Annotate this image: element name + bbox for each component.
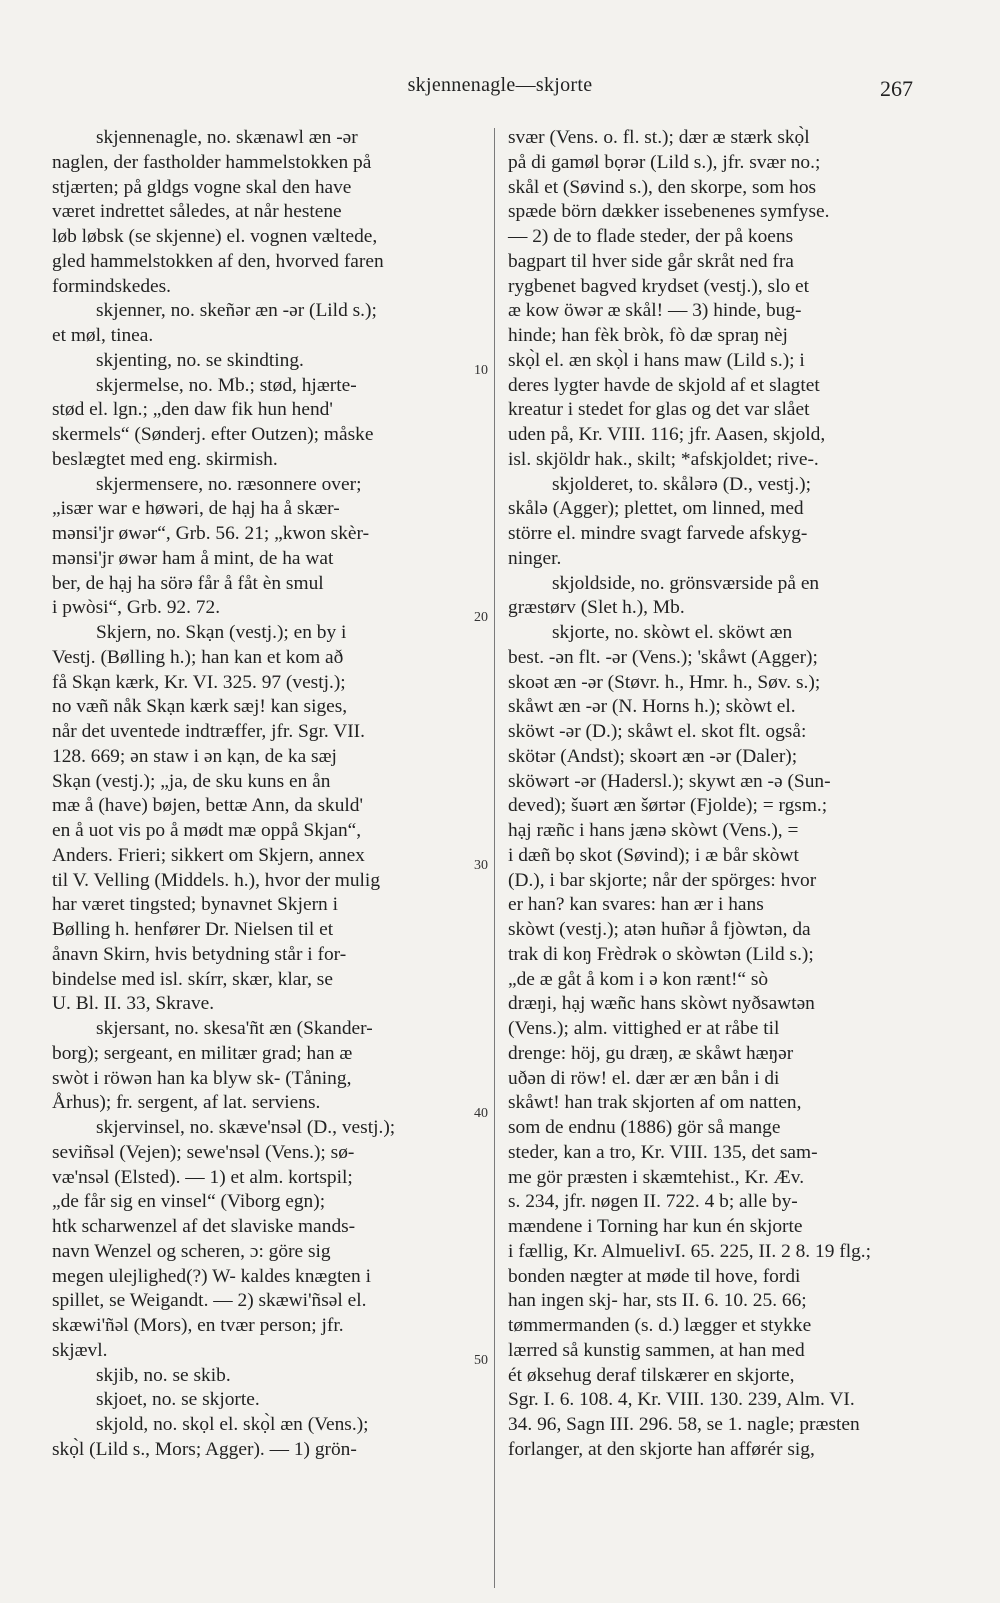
text-line: beslægtet med eng. skirmish. <box>52 448 278 470</box>
text-line: gled hammelstokken af den, hvorved faren <box>52 250 384 272</box>
text-line: isl. skjöldr hak., skilt; *afskjoldet; rive-. <box>508 448 819 470</box>
text-line: Bølling h. henfører Dr. Nielsen til et <box>52 919 334 940</box>
text-line: i dæñ bọ skot (Søvind); i æ bår skòwt <box>508 844 799 866</box>
text-line: lærred så kunstig sammen, at han med <box>508 1339 805 1361</box>
text-line: når det uventede indtræffer, jfr. Sgr. VII. <box>52 721 365 742</box>
text-line: svær (Vens. o. fl. st.); dær æ stærk skọ̀l <box>508 127 810 148</box>
text-line: me gör præsten i skæmtehist., Kr. Æv. <box>508 1166 805 1188</box>
text-line: skjold, no. skọl el. skọ̀l æn (Vens.); <box>96 1414 369 1435</box>
text-line: 34. 96, Sagn III. 296. 58, se 1. nagle; præsten <box>508 1414 860 1435</box>
text-line: U. Bl. II. 33, Skrave. <box>52 993 215 1015</box>
text-line: forlanger, at den skjorte han afførér sig, <box>508 1438 815 1460</box>
text-line: 128. 669; ən staw i ən kạn, de ka sæj <box>52 745 337 767</box>
text-line: formindskedes. <box>52 275 172 297</box>
text-line: skermels“ (Sønderj. efter Outzen); måske <box>52 424 374 445</box>
text-line: skjib, no. se skib. <box>96 1364 231 1386</box>
text-line: skjoet, no. se skjorte. <box>96 1389 260 1411</box>
text-line: skjenner, no. skeñər æn -ər (Lild s.); <box>96 300 377 322</box>
text-line: uðən di röw! el. dær ær æn bån i di <box>508 1067 780 1089</box>
text-line: „især war e høwəri, de hạj ha å skær- <box>52 498 340 520</box>
text-line: Århus); fr. sergent, af lat. serviens. <box>52 1092 321 1114</box>
text-line: har været tingsted; bynavnet Skjern i <box>52 894 338 916</box>
text-line: „de får sig en vinsel“ (Viborg egn); <box>52 1191 326 1213</box>
text-line: været indrettet således, at når hestene <box>52 201 342 223</box>
text-line: trak di koŋ Frèdrək o skòwtən (Lild s.); <box>508 943 814 965</box>
text-line: skjævl. <box>52 1339 108 1361</box>
text-line: han ingen skj- har, sts II. 6. 10. 25. 66; <box>508 1290 807 1312</box>
text-line: större el. mindre svagt farvede afskyg- <box>508 523 808 544</box>
text-line: stjærten; på gldgs vogne skal den have <box>52 176 352 198</box>
text-line: ber, de hạj ha sörə får å fåt èn smul <box>52 572 324 594</box>
text-line: (Vens.); alm. vittighed er at råbe til <box>508 1018 780 1039</box>
text-line: i fællig, Kr. AlmuelivI. 65. 225, II. 2 8. 19 flg.; <box>508 1240 872 1262</box>
text-line: „de æ gåt å kom i ə kon rænt!“ sò <box>508 968 769 990</box>
text-line: ét øksehug deraf tilskærer en skjorte, <box>508 1364 795 1386</box>
text-line: seviñsəl (Vejen); sewe'nsəl (Vens.); sø- <box>52 1141 355 1163</box>
text-line: skjennenagle, no. skænawl æn -ər <box>96 127 358 148</box>
text-line: er han? kan svares: han ær i hans <box>508 894 764 916</box>
text-line: Skjern, no. Skạn (vestj.); en by i <box>96 622 347 643</box>
text-line: på di gamøl bọrər (Lild s.), jfr. svær no.; <box>508 151 821 173</box>
text-line: som de endnu (1886) gör så mange <box>508 1117 781 1138</box>
line-number: 20 <box>474 610 488 625</box>
text-line: mændene i Torning har kun én skjorte <box>508 1216 803 1237</box>
text-line: Skạn (vestj.); „ja, de sku kuns en ån <box>52 770 331 792</box>
text-line: s. 234, jfr. nøgen II. 722. 4 b; alle by- <box>508 1191 798 1213</box>
text-line: skjenting, no. se skindting. <box>96 349 304 371</box>
text-line: skjersant, no. skesa'ñt æn (Skander- <box>96 1018 373 1039</box>
text-line: stød el. lgn.; „den daw fik hun hend' <box>52 399 333 421</box>
text-line: Anders. Frieri; sikkert om Skjern, annex <box>52 844 365 866</box>
line-number: 10 <box>474 363 488 378</box>
text-line: et møl, tinea. <box>52 325 154 346</box>
text-line: htk scharwenzel af det slaviske mands- <box>52 1216 356 1237</box>
text-line: bagpart til hver side går skråt ned fra <box>508 250 794 272</box>
text-line: swòt i röwən han ka blyw sk- (Tåning, <box>52 1067 352 1089</box>
text-line: væ'nsəl (Elsted). — 1) et alm. kortspil; <box>52 1166 353 1188</box>
text-line: uden på, Kr. VIII. 116; jfr. Aasen, skjold, <box>508 424 826 445</box>
text-line: skålə (Agger); plettet, om linned, med <box>508 498 804 520</box>
text-line: skọ̀l (Lild s., Mors; Agger). — 1) grön- <box>52 1438 357 1460</box>
text-line: mənsi'jr øwər ham å mint, de ha wat <box>52 547 334 569</box>
text-line: skötər (Andst); skoərt æn -ər (Daler); <box>508 745 798 767</box>
text-line: kreatur i stedet for glas og det var slået <box>508 399 810 421</box>
text-line: ninger. <box>508 547 562 569</box>
text-line: hinde; han fèk bròk, fò dæ spraŋ nèj <box>508 325 788 346</box>
text-line: sköwt -ər (D.); skåwt el. skot flt. også: <box>508 721 807 742</box>
text-line: no væñ nåk Skạn kærk sæj! kan siges, <box>52 696 348 718</box>
text-line: best. -ən flt. -ər (Vens.); 'skåwt (Agger); <box>508 646 818 668</box>
text-line: rygbenet bagved krydset (vestj.), slo et <box>508 275 810 297</box>
text-line: megen ulejlighed(?) W- kaldes knægten i <box>52 1265 371 1287</box>
text-line: navn Wenzel og scheren, ɔ: göre sig <box>52 1240 331 1262</box>
text-line: skåwt æn -ər (N. Horns h.); skòwt el. <box>508 696 796 718</box>
text-line: deved); šuərt æn šørtər (Fjolde); = rgsm.; <box>508 795 828 817</box>
text-line: (D.), i bar skjorte; når der spörges: hvor <box>508 869 817 891</box>
line-number: 40 <box>474 1106 488 1121</box>
text-line: tømmermanden (s. d.) lægger et stykke <box>508 1315 812 1336</box>
text-line: skjermensere, no. ræsonnere over; <box>96 473 362 495</box>
text-line: skål et (Søvind s.), den skorpe, som hos <box>508 176 817 198</box>
text-line: til V. Velling (Middels. h.), hvor der mulig <box>52 869 381 891</box>
line-number: 50 <box>474 1353 488 1368</box>
text-line: skoət æn -ər (Støvr. h., Hmr. h., Søv. s.); <box>508 671 821 693</box>
text-line: mənsi'jr øwər“, Grb. 56. 21; „kwon skèr- <box>52 523 370 544</box>
text-line: spillet, se Weigandt. — 2) skæwi'ñsəl el. <box>52 1290 367 1312</box>
text-line: spæde börn dækker issebenenes symfyse. <box>508 201 830 223</box>
text-line: skòwt (vestj.); atən huñər å fjòwtən, da <box>508 919 811 940</box>
text-line: skæwi'ñəl (Mors), en tvær person; jfr. <box>52 1315 344 1336</box>
text-line: skjorte, no. skòwt el. sköwt æn <box>552 622 793 643</box>
text-line: hạj ræñc i hans jænə skòwt (Vens.), = <box>508 820 799 841</box>
text-line: græstørv (Slet h.), Mb. <box>508 597 685 619</box>
text-line: drenge: höj, gu dræŋ, æ skåwt hæŋər <box>508 1042 794 1064</box>
text-line: skjolderet, to. skålərə (D., vestj.); <box>552 473 812 495</box>
text-line: en å uot vis po å mødt mæ oppå Skjan“, <box>52 820 362 841</box>
text-line: skọ̀l el. æn skọ̀l i hans maw (Lild s.); i <box>508 349 805 371</box>
text-line: deres lygter havde de skjold af et slagtet <box>508 374 820 396</box>
text-line: skjervinsel, no. skæve'nsəl (D., vestj.); <box>96 1117 396 1138</box>
column-rule <box>494 128 495 1588</box>
text-line: Vestj. (Bølling h.); han kan et kom að <box>52 646 344 668</box>
text-line: i pwòsi“, Grb. 92. 72. <box>52 597 221 619</box>
text-line: dræŋi, hạj wæñc hans skòwt nyðsawtən <box>508 993 815 1015</box>
right-column <box>508 126 950 1463</box>
text-line: skjoldside, no. grönsværside på en <box>552 572 820 594</box>
text-line: — 2) de to flade steder, der på koens <box>508 226 794 247</box>
text-line: bindelse med isl. skírr, skær, klar, se <box>52 968 333 990</box>
text-line: løb løbsk (se skjenne) el. vognen væltede, <box>52 226 378 247</box>
text-line: ånavn Skirn, hvis betydning står i for- <box>52 943 347 965</box>
text-line: skjermelse, no. Mb.; stød, hjærte- <box>96 374 357 396</box>
left-column <box>52 126 482 1463</box>
text-line: mæ å (have) bøjen, bettæ Ann, da skuld' <box>52 795 363 817</box>
running-header: skjennenagle—skjorte <box>407 74 593 96</box>
text-line: sköwərt -ər (Hadersl.); skywt æn -ə (Sun- <box>508 770 831 792</box>
text-line: få Skạn kærk, Kr. VI. 325. 97 (vestj.); <box>52 671 346 693</box>
page-number: 267 <box>880 76 913 101</box>
text-line: æ kow öwər æ skål! — 3) hinde, bug- <box>508 300 802 322</box>
text-line: skåwt! han trak skjorten af om natten, <box>508 1092 802 1114</box>
text-line: naglen, der fastholder hammelstokken på <box>52 151 372 173</box>
text-line: bonden nægter at møde til hove, fordi <box>508 1265 801 1287</box>
text-line: borg); sergeant, en militær grad; han æ <box>52 1042 353 1064</box>
line-number: 30 <box>474 858 488 873</box>
text-line: Sgr. I. 6. 108. 4, Kr. VIII. 130. 239, Alm. VI. <box>508 1389 855 1411</box>
text-line: steder, kan a tro, Kr. VIII. 135, det sam- <box>508 1141 818 1163</box>
